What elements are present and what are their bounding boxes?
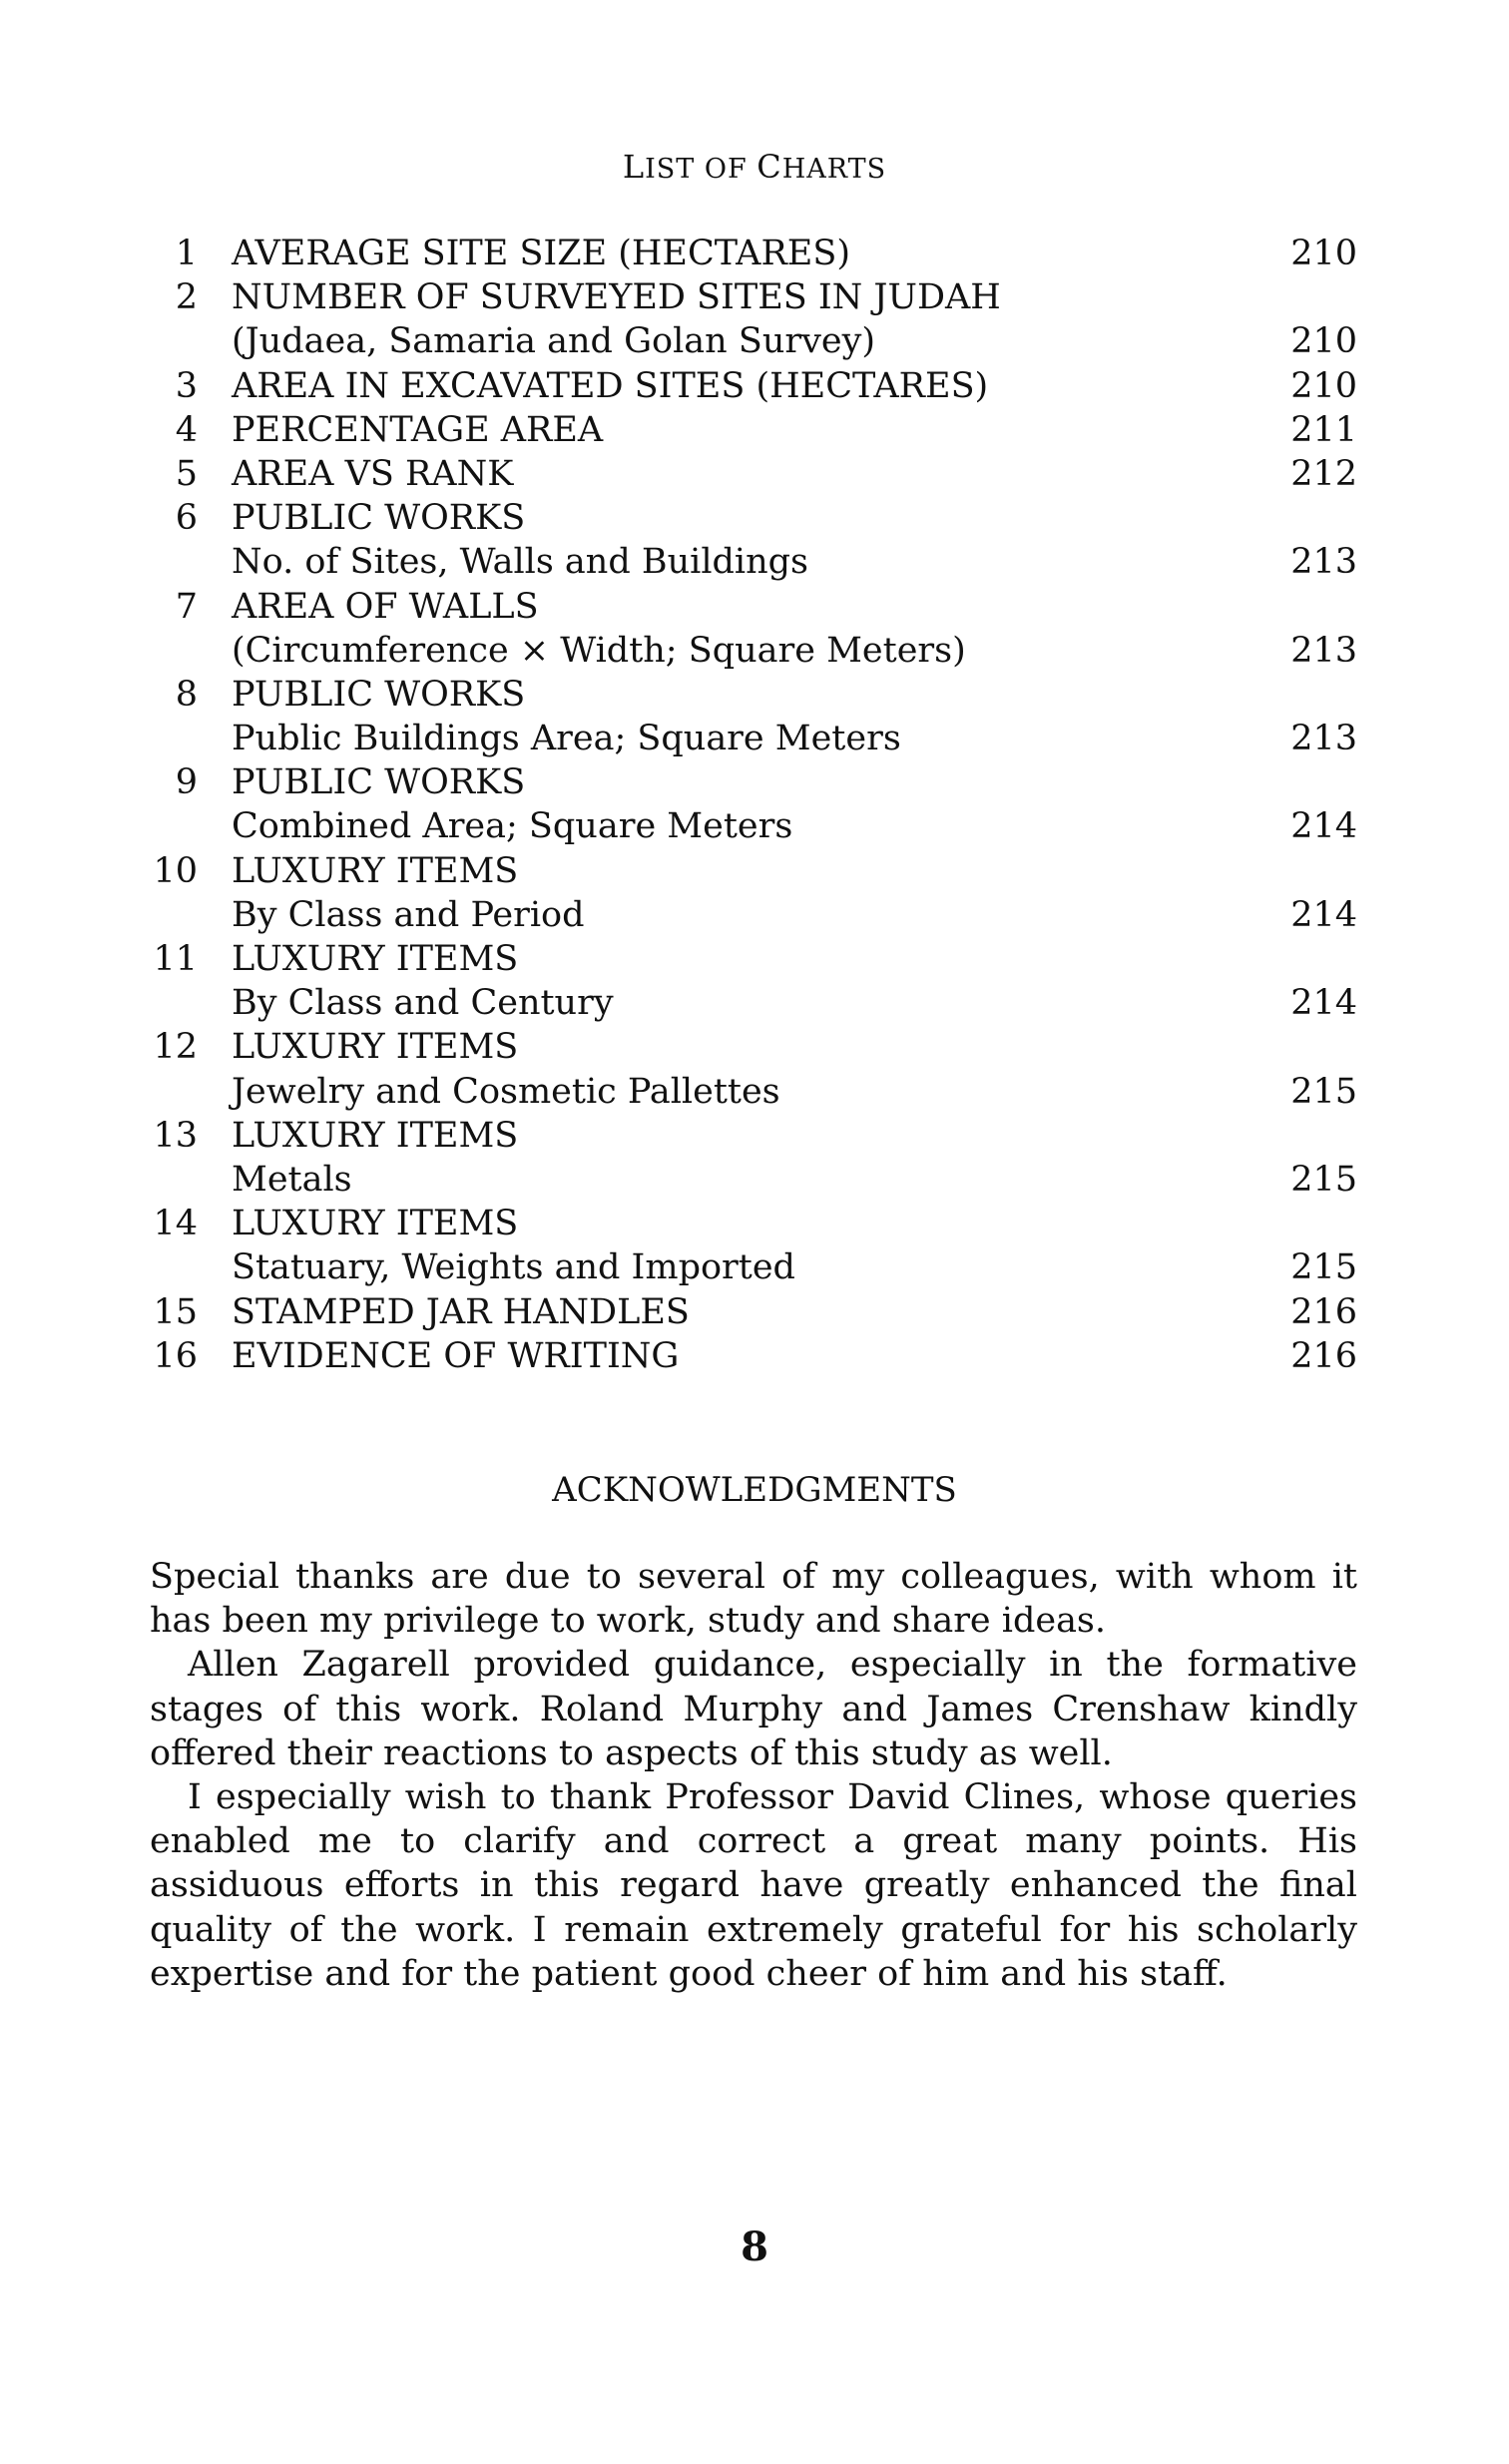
chart-subtitle: No. of Sites, Walls and Buildings	[232, 542, 809, 583]
chart-page-ref: 210	[1290, 234, 1357, 273]
chart-title: STAMPED JAR HANDLES	[232, 1291, 690, 1332]
chart-title: AREA OF WALLS	[232, 586, 539, 627]
acknowledgments-paragraph: Allen Zagarell provided guidance, especially in the formative stages of this work. Roland Murphy and James Crenshaw kindly offered their reactions to aspects of this study as well.	[150, 1645, 1357, 1773]
chart-number: 3	[175, 365, 198, 406]
chart-page-ref: 212	[1290, 453, 1357, 494]
chart-entry-line	[150, 849, 1357, 893]
chart-number: 4	[175, 409, 198, 450]
acknowledgments-paragraph: Special thanks are due to several of my colleagues, with whom it has been my privilege to work, study and share ideas.	[150, 1557, 1357, 1642]
chart-page-ref: 215	[1290, 1247, 1357, 1288]
chart-page-ref: 216	[1290, 1291, 1357, 1332]
chart-title: LUXURY ITEMS	[232, 939, 519, 979]
chart-entry-line	[150, 629, 1357, 673]
chart-title: PUBLIC WORKS	[232, 674, 526, 715]
chart-subtitle: By Class and Century	[232, 983, 614, 1024]
chart-subtitle: Combined Area; Square Meters	[232, 806, 793, 847]
chart-entry-line	[150, 408, 1357, 452]
chart-title: LUXURY ITEMS	[232, 1204, 519, 1244]
chart-title: AREA IN EXCAVATED SITES (HECTARES)	[232, 365, 989, 406]
chart-number: 15	[153, 1291, 198, 1332]
chart-page-ref: 214	[1290, 806, 1357, 847]
chart-number: 14	[153, 1204, 198, 1244]
chart-entry-line	[150, 585, 1357, 629]
chart-entry-line	[150, 893, 1357, 937]
chart-entry-line	[150, 496, 1357, 540]
chart-page-ref: 210	[1290, 321, 1357, 362]
chart-entry-line	[150, 364, 1357, 408]
chart-entry-line	[150, 452, 1357, 496]
chart-entry-line	[150, 1202, 1357, 1245]
chart-page-ref: 210	[1290, 365, 1357, 406]
chart-page-ref: 213	[1290, 719, 1357, 759]
chart-page-ref: 213	[1290, 630, 1357, 671]
chart-subtitle: Jewelry and Cosmetic Pallettes	[232, 1071, 780, 1112]
chart-number: 9	[175, 762, 198, 803]
chart-number: 11	[153, 939, 198, 979]
chart-subtitle: Metals	[232, 1159, 352, 1200]
chart-number: 5	[175, 453, 198, 494]
chart-subtitle: (Circumference × Width; Square Meters)	[232, 630, 966, 671]
chart-entry-line	[150, 319, 1357, 363]
chart-number: 10	[153, 850, 198, 891]
chart-title: EVIDENCE OF WRITING	[232, 1335, 680, 1376]
chart-entry-line	[150, 981, 1357, 1025]
chart-entry-line	[150, 232, 1357, 275]
chart-number: 7	[175, 586, 198, 627]
chart-entry-line	[150, 1334, 1357, 1378]
chart-entry-line	[150, 804, 1357, 848]
chart-list	[150, 232, 1357, 1378]
chart-page-ref: 214	[1290, 983, 1357, 1024]
chart-entry-line	[150, 1025, 1357, 1069]
acknowledgments-heading: ACKNOWLEDGMENTS	[552, 1470, 957, 1510]
chart-number: 2	[175, 277, 198, 318]
chart-title: LUXURY ITEMS	[232, 1115, 519, 1156]
chart-entry-line	[150, 937, 1357, 981]
chart-subtitle: Public Buildings Area; Square Meters	[232, 719, 901, 759]
chart-title: LUXURY ITEMS	[232, 1027, 519, 1068]
chart-title: PUBLIC WORKS	[232, 498, 526, 539]
chart-number: 6	[175, 498, 198, 539]
chart-number: 16	[153, 1335, 198, 1376]
chart-title: PERCENTAGE AREA	[232, 409, 604, 450]
chart-page-ref: 215	[1290, 1159, 1357, 1200]
chart-entry-line	[150, 1245, 1357, 1289]
chart-subtitle: By Class and Period	[232, 894, 585, 935]
acknowledgments-body	[150, 1555, 1357, 1996]
chart-entry-line	[150, 275, 1357, 319]
chart-entry-line	[150, 1158, 1357, 1202]
chart-number: 12	[153, 1027, 198, 1068]
chart-page-ref: 211	[1290, 409, 1357, 450]
chart-number: 8	[175, 674, 198, 715]
chart-entry-line	[150, 717, 1357, 760]
chart-entry-line	[150, 1070, 1357, 1114]
chart-title: AVERAGE SITE SIZE (HECTARES)	[232, 234, 850, 273]
chart-page-ref: 216	[1290, 1335, 1357, 1376]
chart-entry-line	[150, 673, 1357, 717]
chart-title: PUBLIC WORKS	[232, 762, 526, 803]
chart-title: LUXURY ITEMS	[232, 850, 519, 891]
chart-subtitle: Statuary, Weights and Imported	[232, 1247, 795, 1288]
chart-subtitle: (Judaea, Samaria and Golan Survey)	[232, 321, 876, 362]
chart-number: 1	[175, 234, 198, 273]
chart-page-ref: 213	[1290, 542, 1357, 583]
chart-entry-line	[150, 540, 1357, 584]
chart-page-ref: 215	[1290, 1071, 1357, 1112]
chart-title: NUMBER OF SURVEYED SITES IN JUDAH	[232, 277, 1001, 318]
chart-number: 13	[153, 1115, 198, 1156]
chart-entry-line	[150, 1114, 1357, 1158]
chart-page-ref: 214	[1290, 894, 1357, 935]
list-of-charts-title: LIST OF CHARTS	[622, 148, 887, 186]
chart-entry-line	[150, 1290, 1357, 1334]
page-number: 8	[741, 2223, 768, 2270]
acknowledgments-paragraph: I especially wish to thank Professor David Clines, whose queries enabled me to clarify and correct a great many points. His assiduous efforts in this regard have greatly enhanced the final quality of the work. I remain extremely grateful for his scholarly expertise and for the patient good cheer of him and his staff.	[150, 1777, 1357, 1994]
chart-title: AREA VS RANK	[232, 453, 514, 494]
chart-entry-line	[150, 760, 1357, 804]
